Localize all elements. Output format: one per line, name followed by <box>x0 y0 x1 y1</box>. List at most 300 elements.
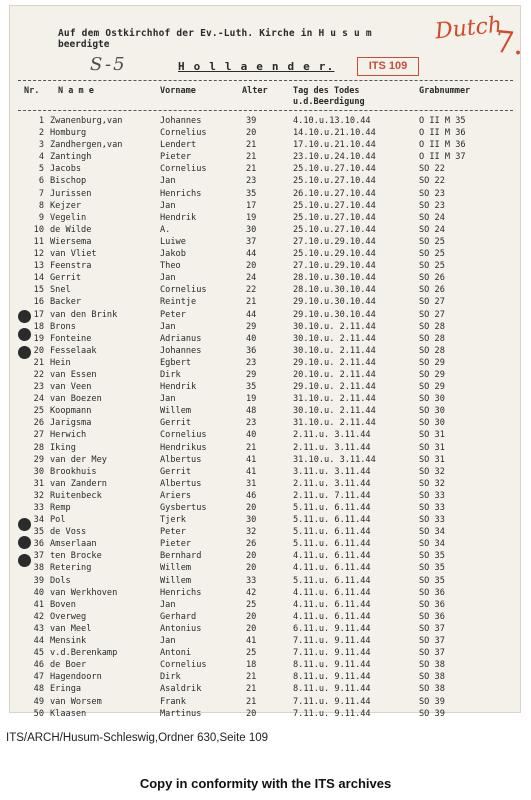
firstname-cell: Jakob <box>160 249 186 260</box>
age-cell: 17 <box>246 200 257 211</box>
date-cell: 2.11.u. 3.11.44 <box>293 430 371 441</box>
date-cell: 25.10.u.27.10.44 <box>293 212 376 223</box>
age-cell: 23 <box>246 176 257 187</box>
row-number: 31 <box>33 478 44 489</box>
firstname-cell: Willem <box>160 563 192 574</box>
surname-cell: de Boer <box>50 660 87 671</box>
age-cell: 21 <box>246 696 257 707</box>
table-row <box>10 152 520 164</box>
date-cell: 2.11.u. 7.11.44 <box>293 490 371 501</box>
firstname-cell: Martinus <box>160 708 202 719</box>
date-cell: 25.10.u.27.10.44 <box>293 224 376 235</box>
age-cell: 44 <box>246 309 257 320</box>
date-cell: 5.11.u. 6.11.44 <box>293 503 371 513</box>
surname-cell: v.d.Berenkamp <box>50 648 118 659</box>
date-cell: 4.11.u. 6.11.44 <box>293 599 371 610</box>
date-cell: 31.10.u. 3.11.44 <box>293 454 376 465</box>
firstname-cell: Lendert <box>160 140 197 151</box>
firstname-cell: A. <box>160 224 171 235</box>
row-number: 26 <box>33 418 44 429</box>
grave-number-cell: SO 30 <box>419 406 445 417</box>
grave-number-cell: SO 31 <box>419 442 445 453</box>
table-row <box>10 672 520 684</box>
row-number: 4 <box>38 152 44 163</box>
firstname-cell: Adrianus <box>160 333 202 344</box>
surname-cell: Bischop <box>50 176 87 187</box>
grave-number-cell: SO 37 <box>419 636 445 647</box>
row-number: 19 <box>33 333 44 344</box>
firstname-cell: Jan <box>160 599 176 610</box>
grave-number-cell: SO 35 <box>419 575 445 586</box>
age-cell: 23 <box>246 357 257 368</box>
table-row <box>10 624 520 636</box>
table-row <box>10 406 520 418</box>
grave-number-cell: SO 37 <box>419 648 445 659</box>
grave-number-cell: SO 28 <box>419 321 445 332</box>
firstname-cell: Jan <box>160 394 176 405</box>
age-cell: 21 <box>246 442 257 453</box>
table-row <box>10 128 520 140</box>
age-cell: 20 <box>246 551 257 562</box>
its-stamp: ITS 109 <box>357 57 419 76</box>
document-title: H o l l a e n d e r. <box>178 60 335 73</box>
row-number: 14 <box>33 273 44 284</box>
grave-number-cell: SO 38 <box>419 660 445 671</box>
table-row <box>10 697 520 709</box>
row-number: 1 <box>38 116 44 126</box>
table-row <box>10 249 520 261</box>
grave-number-cell: SO 28 <box>419 333 445 344</box>
age-cell: 41 <box>246 636 257 647</box>
grave-number-cell: SO 37 <box>419 623 445 634</box>
grave-number-cell: SO 32 <box>419 466 445 477</box>
age-cell: 33 <box>246 575 257 586</box>
surname-cell: Hagendoorn <box>50 672 102 683</box>
table-row <box>10 116 520 128</box>
table-row <box>10 382 520 394</box>
date-cell: 29.10.u.30.10.44 <box>293 309 376 320</box>
age-cell: 35 <box>246 188 257 199</box>
table-row <box>10 479 520 491</box>
firstname-cell: Bernhard <box>160 551 202 562</box>
firstname-cell: Albertus <box>160 454 202 465</box>
surname-cell: Herwich <box>50 430 87 441</box>
table-row <box>10 164 520 176</box>
firstname-cell: Egbert <box>160 357 192 368</box>
grave-number-cell: O II M 36 <box>419 128 466 139</box>
table-row <box>10 370 520 382</box>
date-cell: 30.10.u. 2.11.44 <box>293 406 376 417</box>
row-number: 36 <box>33 539 44 550</box>
date-cell: 23.10.u.24.10.44 <box>293 152 376 163</box>
row-number: 15 <box>33 285 44 296</box>
row-number: 47 <box>33 672 44 683</box>
date-cell: 30.10.u. 2.11.44 <box>293 321 376 332</box>
col-vorname: Vorname <box>160 86 196 96</box>
table-row <box>10 334 520 346</box>
col-beerdigung: u.d.Beerdigung <box>293 97 365 107</box>
age-cell: 39 <box>246 116 257 126</box>
date-cell: 7.11.u. 9.11.44 <box>293 708 371 719</box>
age-cell: 41 <box>246 466 257 477</box>
age-cell: 36 <box>246 345 257 356</box>
surname-cell: Vegelin <box>50 212 87 223</box>
header-line-2: beerdigte <box>58 39 110 50</box>
grave-number-cell: SO 26 <box>419 285 445 296</box>
table-row <box>10 503 520 515</box>
row-number: 25 <box>33 406 44 417</box>
surname-cell: van der Mey <box>50 454 107 465</box>
age-cell: 20 <box>246 623 257 634</box>
firstname-cell: Willem <box>160 406 192 417</box>
age-cell: 20 <box>246 708 257 719</box>
row-number: 37 <box>33 551 44 562</box>
surname-cell: Jurissen <box>50 188 92 199</box>
surname-cell: Zandhergen,van <box>50 140 123 151</box>
date-cell: 25.10.u.29.10.44 <box>293 249 376 260</box>
date-cell: 7.11.u. 9.11.44 <box>293 636 371 647</box>
dutch-annotation: Dutch <box>433 12 504 45</box>
age-cell: 30 <box>246 224 257 235</box>
firstname-cell: Asaldrik <box>160 684 202 695</box>
grave-number-cell: SO 36 <box>419 611 445 622</box>
surname-cell: Mensink <box>50 636 87 647</box>
age-cell: 22 <box>246 285 257 296</box>
date-cell: 8.11.u. 9.11.44 <box>293 660 371 671</box>
grave-number-cell: O II M 35 <box>419 116 466 126</box>
table-row <box>10 418 520 430</box>
date-cell: 30.10.u. 2.11.44 <box>293 333 376 344</box>
grave-number-cell: SO 25 <box>419 249 445 260</box>
date-cell: 8.11.u. 9.11.44 <box>293 684 371 695</box>
table-row <box>10 261 520 273</box>
row-number: 9 <box>38 212 44 223</box>
handwritten-code: S-5 <box>90 54 127 75</box>
table-row <box>10 273 520 285</box>
firstname-cell: Ariers <box>160 490 192 501</box>
table-row <box>10 310 520 322</box>
date-cell: 14.10.u.21.10.44 <box>293 128 376 139</box>
table-row <box>10 189 520 201</box>
row-number: 7 <box>38 188 44 199</box>
burial-table <box>10 116 520 721</box>
age-cell: 44 <box>246 249 257 260</box>
age-cell: 20 <box>246 563 257 574</box>
table-row <box>10 648 520 660</box>
firstname-cell: Cornelius <box>160 430 207 441</box>
surname-cell: Zantingh <box>50 152 92 163</box>
date-cell: 29.10.u.30.10.44 <box>293 297 376 308</box>
date-cell: 7.11.u. 9.11.44 <box>293 696 371 707</box>
date-cell: 4.11.u. 6.11.44 <box>293 611 371 622</box>
table-row <box>10 539 520 551</box>
firstname-cell: Frank <box>160 696 186 707</box>
row-number: 50 <box>33 708 44 719</box>
date-cell: 5.11.u. 6.11.44 <box>293 575 371 586</box>
surname-cell: Koopmann <box>50 406 92 417</box>
surname-cell: Wiersema <box>50 236 92 247</box>
surname-cell: Snel <box>50 285 71 296</box>
surname-cell: Brookhuis <box>50 466 97 477</box>
table-row <box>10 346 520 358</box>
firstname-cell: Pieter <box>160 539 192 550</box>
firstname-cell: Antoni <box>160 648 192 659</box>
date-cell: 25.10.u.27.10.44 <box>293 176 376 187</box>
age-cell: 19 <box>246 212 257 223</box>
surname-cell: Boven <box>50 599 76 610</box>
row-number: 43 <box>33 623 44 634</box>
firstname-cell: Dirk <box>160 672 181 683</box>
grave-number-cell: SO 27 <box>419 309 445 320</box>
age-cell: 30 <box>246 515 257 526</box>
archive-reference: ITS/ARCH/Husum-Schleswig,Ordner 630,Seite 109 <box>6 732 269 744</box>
date-cell: 2.11.u. 3.11.44 <box>293 478 371 489</box>
age-cell: 19 <box>246 394 257 405</box>
age-cell: 21 <box>246 672 257 683</box>
grave-number-cell: SO 34 <box>419 527 445 538</box>
age-cell: 21 <box>246 297 257 308</box>
table-row <box>10 176 520 188</box>
grave-number-cell: SO 39 <box>419 696 445 707</box>
table-row <box>10 394 520 406</box>
firstname-cell: Cornelius <box>160 164 207 175</box>
age-cell: 20 <box>246 503 257 513</box>
table-row <box>10 576 520 588</box>
age-cell: 21 <box>246 152 257 163</box>
table-row <box>10 443 520 455</box>
surname-cell: van Werkhoven <box>50 587 118 598</box>
row-number: 3 <box>38 140 44 151</box>
surname-cell: Pol <box>50 515 66 526</box>
date-cell: 3.11.u. 3.11.44 <box>293 466 371 477</box>
row-number: 6 <box>38 176 44 187</box>
surname-cell: Kejzer <box>50 200 82 211</box>
grave-number-cell: SO 30 <box>419 394 445 405</box>
age-cell: 41 <box>246 454 257 465</box>
grave-number-cell: SO 32 <box>419 478 445 489</box>
surname-cell: Feenstra <box>50 261 92 272</box>
grave-number-cell: SO 28 <box>419 345 445 356</box>
firstname-cell: Jan <box>160 176 176 187</box>
table-row <box>10 430 520 442</box>
grave-number-cell: SO 26 <box>419 273 445 284</box>
col-grabnummer: Grabnummer <box>419 86 471 96</box>
grave-number-cell: SO 34 <box>419 539 445 550</box>
age-cell: 29 <box>246 321 257 332</box>
firstname-cell: Jan <box>160 321 176 332</box>
row-number: 29 <box>33 454 44 465</box>
surname-cell: Overweg <box>50 611 87 622</box>
age-cell: 20 <box>246 611 257 622</box>
surname-cell: de Wilde <box>50 224 92 235</box>
surname-cell: de Voss <box>50 527 87 538</box>
table-row <box>10 660 520 672</box>
row-number: 11 <box>33 236 44 247</box>
surname-cell: van Boezen <box>50 394 102 405</box>
age-cell: 25 <box>246 648 257 659</box>
row-number: 45 <box>33 648 44 659</box>
row-number: 23 <box>33 382 44 393</box>
age-cell: 25 <box>246 599 257 610</box>
date-cell: 26.10.u.27.10.44 <box>293 188 376 199</box>
row-number: 40 <box>33 587 44 598</box>
row-number: 5 <box>38 164 44 175</box>
age-cell: 23 <box>246 418 257 429</box>
surname-cell: van Worsem <box>50 696 102 707</box>
table-row <box>10 588 520 600</box>
table-row <box>10 201 520 213</box>
row-number: 13 <box>33 261 44 272</box>
table-row <box>10 213 520 225</box>
date-cell: 7.11.u. 9.11.44 <box>293 648 371 659</box>
date-cell: 8.11.u. 9.11.44 <box>293 672 371 683</box>
grave-number-cell: SO 23 <box>419 200 445 211</box>
date-cell: 2.11.u. 3.11.44 <box>293 442 371 453</box>
table-row <box>10 237 520 249</box>
date-cell: 5.11.u. 6.11.44 <box>293 515 371 526</box>
footer-note: Copy in conformity with the ITS archives <box>139 776 392 791</box>
surname-cell: Retering <box>50 563 92 574</box>
date-cell: 4.11.u. 6.11.44 <box>293 563 371 574</box>
age-cell: 26 <box>246 539 257 550</box>
date-cell: 28.10.u.30.10.44 <box>293 285 376 296</box>
table-row <box>10 709 520 721</box>
table-row <box>10 684 520 696</box>
firstname-cell: Theo <box>160 261 181 272</box>
row-number: 28 <box>33 442 44 453</box>
row-number: 10 <box>33 224 44 235</box>
table-row <box>10 491 520 503</box>
col-tag-des-todes: Tag des Todes <box>293 86 360 96</box>
row-number: 44 <box>33 636 44 647</box>
table-row <box>10 285 520 297</box>
row-number: 12 <box>33 249 44 260</box>
firstname-cell: Johannes <box>160 345 202 356</box>
table-row <box>10 527 520 539</box>
grave-number-cell: SO 29 <box>419 369 445 380</box>
firstname-cell: Cornelius <box>160 660 207 671</box>
row-number: 20 <box>33 345 44 356</box>
firstname-cell: Peter <box>160 309 186 320</box>
date-cell: 29.10.u. 2.11.44 <box>293 357 376 368</box>
date-cell: 27.10.u.29.10.44 <box>293 261 376 272</box>
grave-number-cell: SO 31 <box>419 454 445 465</box>
table-row <box>10 140 520 152</box>
surname-cell: van den Brink <box>50 309 118 320</box>
surname-cell: van Essen <box>50 369 97 380</box>
row-number: 39 <box>33 575 44 586</box>
date-cell: 25.10.u.27.10.44 <box>293 200 376 211</box>
grave-number-cell: SO 23 <box>419 188 445 199</box>
surname-cell: Backer <box>50 297 82 308</box>
table-row <box>10 225 520 237</box>
surname-cell: Remp <box>50 503 71 513</box>
row-number: 8 <box>38 200 44 211</box>
firstname-cell: Gerrit <box>160 466 192 477</box>
age-cell: 48 <box>246 406 257 417</box>
row-number: 48 <box>33 684 44 695</box>
firstname-cell: Luiwe <box>160 236 186 247</box>
page-number-annotation: 7. <box>493 24 526 63</box>
row-number: 17 <box>33 309 44 320</box>
col-name: N a m e <box>58 86 94 96</box>
grave-number-cell: SO 24 <box>419 212 445 223</box>
date-cell: 30.10.u. 2.11.44 <box>293 345 376 356</box>
firstname-cell: Albertus <box>160 478 202 489</box>
firstname-cell: Henrichs <box>160 188 202 199</box>
firstname-cell: Hendrik <box>160 212 197 223</box>
table-row <box>10 515 520 527</box>
firstname-cell: Peter <box>160 527 186 538</box>
surname-cell: Amserlaan <box>50 539 97 550</box>
firstname-cell: Willem <box>160 575 192 586</box>
date-cell: 17.10.u.21.10.44 <box>293 140 376 151</box>
surname-cell: Dols <box>50 575 71 586</box>
grave-number-cell: SO 38 <box>419 684 445 695</box>
age-cell: 20 <box>246 261 257 272</box>
firstname-cell: Johannes <box>160 116 202 126</box>
table-row <box>10 322 520 334</box>
surname-cell: Ruitenbeck <box>50 490 102 501</box>
grave-number-cell: SO 35 <box>419 563 445 574</box>
row-number: 30 <box>33 466 44 477</box>
grave-number-cell: SO 33 <box>419 503 445 513</box>
age-cell: 18 <box>246 660 257 671</box>
row-number: 32 <box>33 490 44 501</box>
firstname-cell: Reintje <box>160 297 197 308</box>
firstname-cell: Hendrik <box>160 382 197 393</box>
surname-cell: Iking <box>50 442 76 453</box>
row-number: 46 <box>33 660 44 671</box>
firstname-cell: Dirk <box>160 369 181 380</box>
firstname-cell: Jan <box>160 200 176 211</box>
firstname-cell: Pieter <box>160 152 192 163</box>
age-cell: 35 <box>246 382 257 393</box>
date-cell: 4.10.u.13.10.44 <box>293 116 371 126</box>
surname-cell: Hein <box>50 357 71 368</box>
document-sheet <box>10 6 526 719</box>
firstname-cell: Jan <box>160 636 176 647</box>
row-number: 38 <box>33 563 44 574</box>
firstname-cell: Cornelius <box>160 128 207 139</box>
age-cell: 37 <box>246 236 257 247</box>
age-cell: 21 <box>246 140 257 151</box>
surname-cell: Fesselaak <box>50 345 97 356</box>
firstname-cell: Gerhard <box>160 611 197 622</box>
grave-number-cell: SO 29 <box>419 357 445 368</box>
surname-cell: van Veen <box>50 382 92 393</box>
surname-cell: Gerrit <box>50 273 82 284</box>
row-number: 27 <box>33 430 44 441</box>
date-cell: 27.10.u.29.10.44 <box>293 236 376 247</box>
row-number: 24 <box>33 394 44 405</box>
grave-number-cell: SO 29 <box>419 382 445 393</box>
row-number: 41 <box>33 599 44 610</box>
row-number: 34 <box>33 515 44 526</box>
row-number: 49 <box>33 696 44 707</box>
table-row <box>10 563 520 575</box>
date-cell: 5.11.u. 6.11.44 <box>293 527 371 538</box>
row-number: 33 <box>33 503 44 513</box>
age-cell: 40 <box>246 333 257 344</box>
row-number: 18 <box>33 321 44 332</box>
col-alter: Alter <box>242 86 268 96</box>
firstname-cell: Henrichs <box>160 587 202 598</box>
table-row <box>10 612 520 624</box>
date-cell: 6.11.u. 9.11.44 <box>293 623 371 634</box>
firstname-cell: Tjerk <box>160 515 186 526</box>
divider-header <box>18 110 513 111</box>
